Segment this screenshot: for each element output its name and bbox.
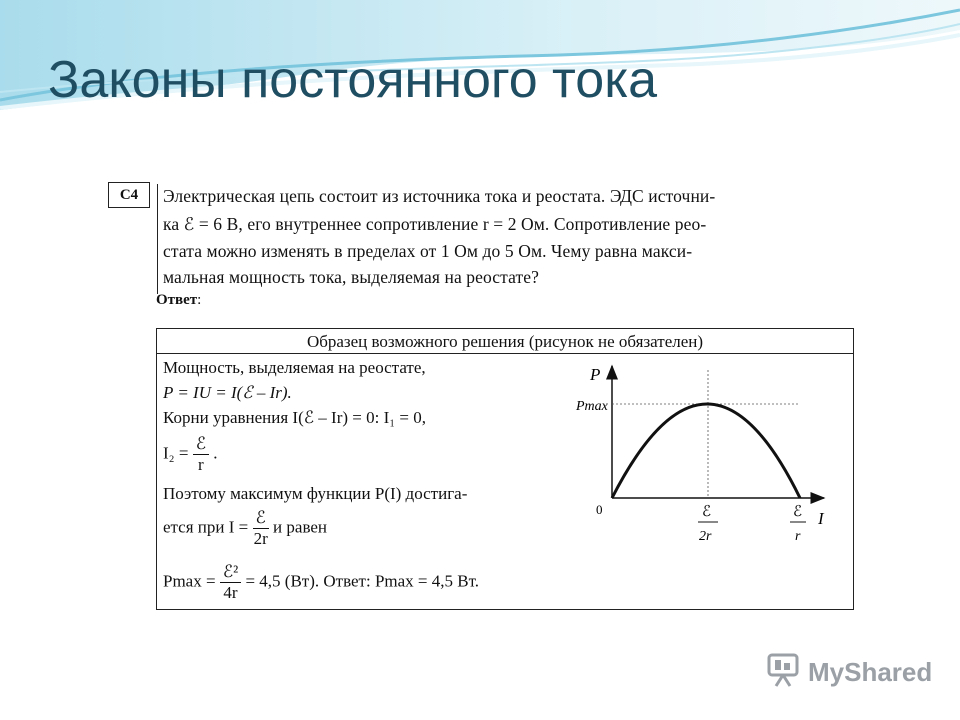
- solution-line-3: Корни уравнения I(ℰ – Ir) = 0: I₁ = 0,: [163, 408, 427, 427]
- solution-header: Образец возможного решения (рисунок не обязателен): [157, 329, 853, 354]
- i2-denominator: r: [198, 455, 204, 474]
- x-axis-label: I: [818, 509, 824, 528]
- projector-board-icon: [766, 652, 804, 688]
- line6-pre: ется при I =: [163, 517, 249, 537]
- problem-line-3: стата можно изменять в пределах от 1 Ом до 5 Ом. Чему равна макси-: [163, 241, 693, 261]
- power-current-graph: [560, 358, 850, 554]
- i2-numerator: ℰ: [193, 434, 209, 455]
- line6-denominator: 2r: [253, 529, 268, 548]
- problem-divider: [157, 184, 158, 294]
- line6-post: и равен: [273, 517, 328, 537]
- solution-line-2: P = IU = I(ℰ – Ir).: [163, 383, 292, 402]
- y-axis-label: P: [590, 365, 601, 384]
- solution-line-6: [163, 508, 327, 549]
- origin-label: 0: [596, 502, 603, 517]
- i2-end: .: [213, 443, 218, 463]
- problem-label: C4: [108, 182, 150, 208]
- problem-line-4: мальная мощность тока, выделяемая на реостате?: [163, 267, 540, 287]
- pmax-axis-label: Pmax: [576, 399, 608, 414]
- i2-lhs: I₂ =: [163, 443, 189, 463]
- tick1-num: ℰ: [702, 504, 712, 520]
- solution-line-pmax: [163, 562, 479, 603]
- pmax-fraction: [220, 562, 241, 603]
- pmax-rhs: = 4,5 (Вт). Ответ: Pmax = 4,5 Вт.: [245, 571, 480, 591]
- solution-line-1: Мощность, выделяемая на реостате,: [163, 358, 426, 377]
- answer-label-text: Ответ: [156, 292, 198, 308]
- line6-fraction: [253, 508, 269, 549]
- pmax-denominator: 4r: [223, 583, 238, 602]
- tick2-den: r: [795, 529, 801, 544]
- solution-line-5: Поэтому максимум функции P(I) достига-: [163, 484, 468, 503]
- slide-title: Законы постоянного тока: [48, 51, 658, 109]
- pmax-numerator: ℰ²: [220, 562, 241, 583]
- answer-colon: :: [197, 292, 202, 308]
- tick2-num: ℰ: [793, 504, 803, 520]
- watermark-text: MyShared: [808, 657, 933, 687]
- problem-line-2: ка ℰ = 6 В, его внутреннее сопротивление r = 2 Ом. Сопротивление рео-: [163, 214, 707, 234]
- i2-fraction: [193, 434, 209, 475]
- line6-numerator: ℰ: [253, 508, 269, 529]
- solution-line-i2: [163, 434, 217, 475]
- tick1-den: 2r: [699, 529, 712, 544]
- problem-line-1: Электрическая цепь состоит из источника тока и реостата. ЭДС источни-: [163, 186, 716, 206]
- pmax-lhs: Pmax =: [163, 571, 216, 591]
- answer-label: [156, 292, 201, 309]
- power-curve: [612, 404, 800, 498]
